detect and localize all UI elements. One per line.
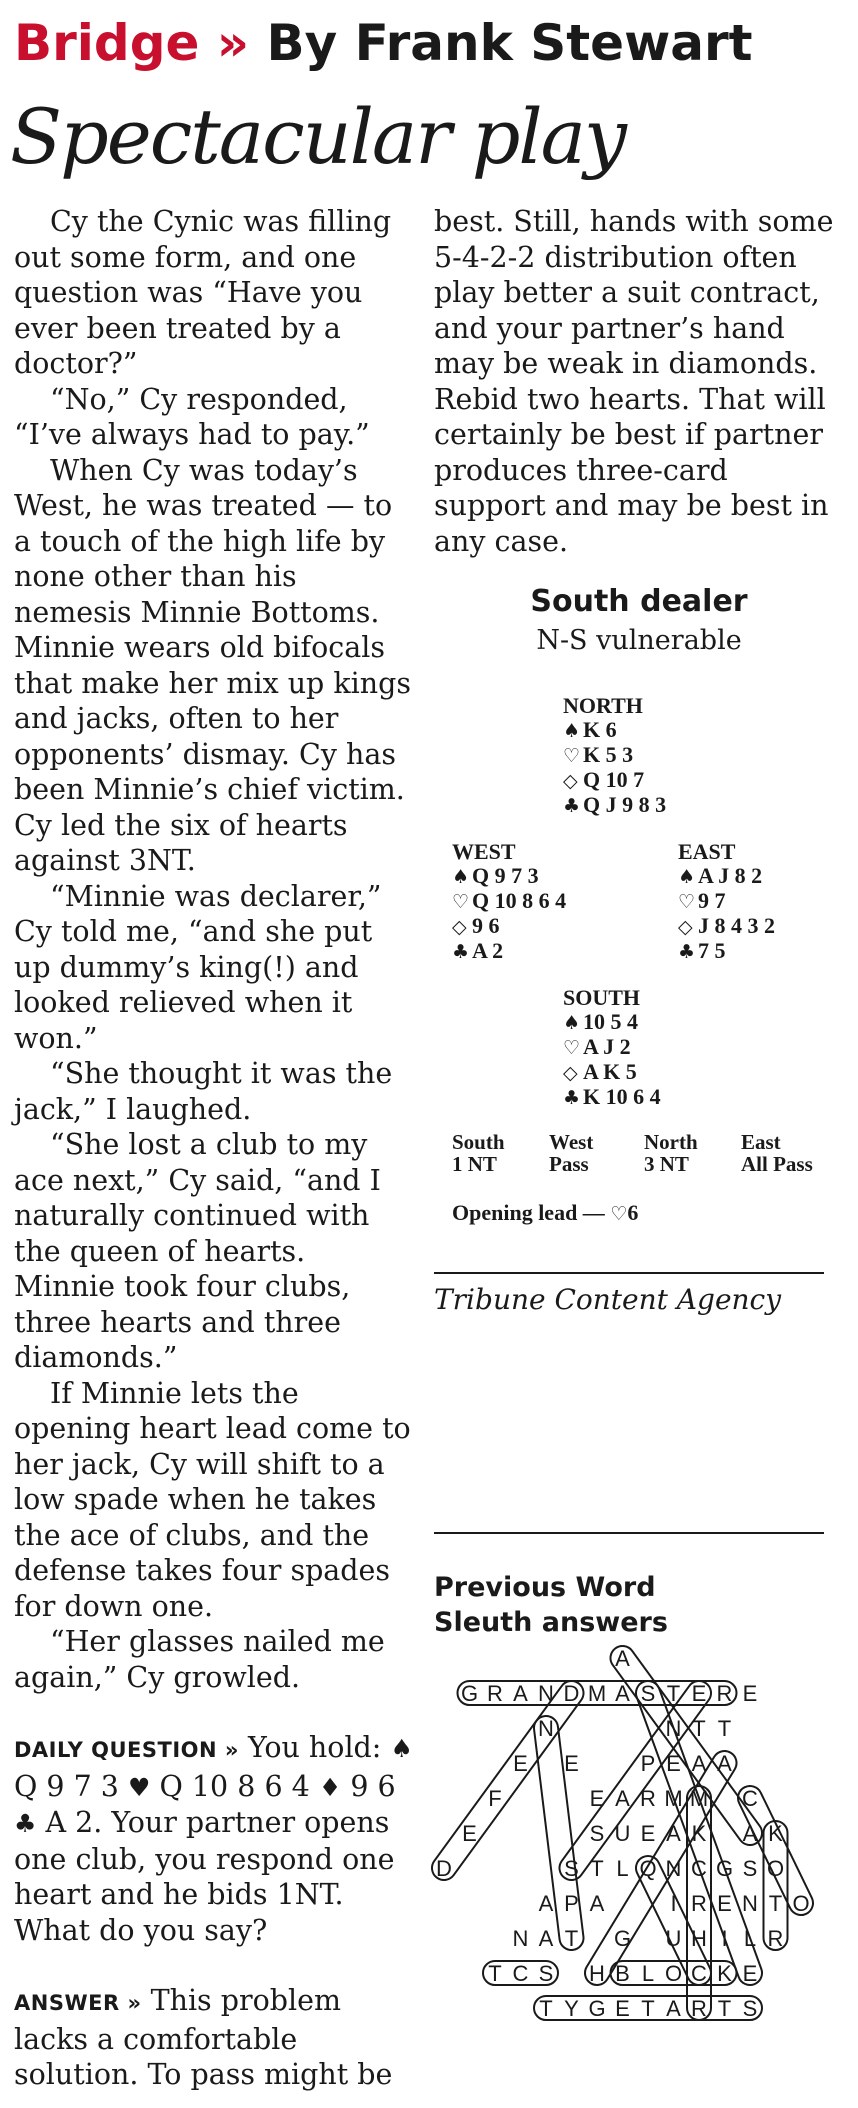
diamond-icon: ◇ — [678, 916, 693, 938]
divider — [434, 1272, 824, 1274]
heart-icon: ♡ — [563, 745, 581, 767]
paragraph: “She thought it was the jack,” I laughed. — [14, 1057, 393, 1126]
grid-letter: T — [692, 1716, 706, 1741]
grid-letter: A — [538, 1926, 554, 1951]
grid-letter: D — [563, 1681, 580, 1706]
grid-letter: E — [640, 1821, 656, 1846]
grid-letter: K — [717, 1961, 732, 1986]
grid-letter: P — [640, 1751, 656, 1776]
grid-letter: A — [589, 1891, 605, 1916]
hand-north: NORTH ♠ K 6 ♡ K 5 3 ◇ Q 10 7 ♣ Q J 9 8 3 — [563, 693, 667, 817]
grid-letter: N — [512, 1926, 529, 1951]
grid-letter: R — [716, 1681, 733, 1706]
dealer-label: South dealer — [530, 584, 748, 619]
grid-letter: E — [666, 1751, 681, 1776]
paragraph: “Minnie was declarer,” Cy told me, “and she put up dummy’s king(!) and looked relieved when it won.” — [14, 879, 382, 1055]
grid-letter: E — [615, 1996, 630, 2021]
spade-icon: ♠ — [452, 866, 470, 888]
divider — [434, 1532, 824, 1534]
spade-icon: ♠ — [563, 720, 581, 742]
grid-letter: S — [564, 1856, 579, 1881]
grid-letter: T — [717, 1716, 732, 1741]
diamond-icon: ◇ — [563, 770, 578, 792]
heart-icon: ♡ — [678, 891, 696, 913]
grid-letter: T — [564, 1926, 579, 1951]
club-icon: ♣ — [678, 941, 696, 963]
grid-letter: A — [615, 1786, 630, 1811]
grid-letter: U — [614, 1821, 631, 1846]
grid-letter: T — [641, 1996, 655, 2021]
paragraph: “She lost a club to my ace next,” Cy said, “and I naturally continued with the queen of hearts. Minnie took four clubs, three hearts and three diamonds.” — [14, 1128, 381, 1374]
club-icon: ♣ — [563, 795, 581, 817]
byline: By Frank Stewart — [266, 14, 753, 72]
grid-letter: E — [742, 1681, 758, 1706]
diamond-icon: ◇ — [563, 1062, 578, 1084]
grid-letter: S — [640, 1681, 656, 1706]
grid-letter: K — [768, 1821, 783, 1846]
grid-letter: A — [691, 1751, 707, 1776]
paragraph: “Her glasses nailed me again,” Cy growled. — [14, 1625, 385, 1694]
grid-letter: E — [691, 1681, 707, 1706]
grid-letter: K — [691, 1821, 707, 1846]
grid-letter: T — [488, 1961, 502, 1986]
grid-letter: M — [587, 1681, 607, 1706]
hand-west: WEST ♠ Q 9 7 3 ♡ Q 10 8 6 4 ◇ 9 6 ♣ A 2 — [452, 839, 567, 963]
paragraph: If Minnie lets the opening heart lead come to her jack, Cy will shift to a low spade when he takes the ace of clubs, and the defense takes four spades for down one. — [14, 1376, 411, 1623]
bid-south: South 1 NT — [452, 1130, 505, 1176]
grid-letter: S — [538, 1961, 554, 1986]
grid-letter: R — [640, 1786, 656, 1811]
heart-icon: ♡ — [563, 1037, 581, 1059]
club-icon: ♣ — [452, 941, 470, 963]
syndicate-credit: Tribune Content Agency — [434, 1283, 782, 1316]
section-name: Bridge » — [14, 14, 250, 72]
spade-icon: ♠ — [678, 866, 696, 888]
grid-letter: A — [538, 1891, 554, 1916]
left-column — [14, 204, 414, 2093]
grid-letter: I — [670, 1891, 677, 1916]
spade-icon: ♠ — [563, 1012, 581, 1034]
grid-letter: N — [538, 1716, 554, 1741]
word-sleuth-grid — [430, 1640, 830, 2102]
column-header — [14, 14, 753, 72]
grid-letter: A — [666, 1996, 681, 2021]
heart-icon: ♥ — [128, 1772, 151, 1802]
grid-letter: O — [792, 1891, 810, 1916]
hand-south: SOUTH ♠ 10 5 4 ♡ A J 2 ◇ A K 5 ♣ K 10 6 4 — [563, 985, 661, 1109]
grid-letter: D — [436, 1856, 452, 1881]
heart-icon: ♡ — [452, 891, 470, 913]
grid-letter: E — [742, 1961, 758, 1986]
grid-letter: N — [742, 1891, 758, 1916]
grid-letter: M — [689, 1786, 709, 1811]
grid-letter: U — [665, 1926, 682, 1951]
daily-question-label: DAILY QUESTION » — [14, 1738, 239, 1762]
grid-letter: C — [691, 1856, 707, 1881]
grid-letter: E — [589, 1786, 605, 1811]
grid-letter: G — [588, 1996, 606, 2021]
grid-letter: S — [589, 1821, 605, 1846]
grid-letter: R — [691, 1891, 707, 1916]
spade-icon: ♠ — [390, 1734, 413, 1763]
grid-letter: A — [666, 1821, 681, 1846]
grid-letter: H — [691, 1926, 707, 1951]
answer-label: ANSWER » — [14, 1991, 142, 2015]
daily-question: DAILY QUESTION » You hold: ♠ Q 9 7 3 ♥ Q 10 8 6 4 ♦ 9 6 ♣ A 2. Your partner opens one club, you respond one heart and he bids 1NT. What do you say? — [14, 1731, 413, 1947]
grid-letter: M — [664, 1786, 683, 1811]
grid-letter: L — [616, 1856, 629, 1881]
paragraph: “No,” Cy responded, “I’ve always had to pay.” — [14, 382, 370, 451]
grid-letter: N — [665, 1856, 682, 1881]
grid-letter: A — [615, 1681, 630, 1706]
bid-east: East All Pass — [741, 1130, 813, 1176]
right-column — [434, 204, 844, 559]
diamond-icon: ♦ — [318, 1772, 342, 1802]
grid-letter: G — [613, 1926, 632, 1951]
grid-letter: C — [742, 1786, 758, 1811]
club-icon: ♣ — [563, 1087, 581, 1109]
deal-info — [434, 582, 844, 660]
hand-east: EAST ♠ A J 8 2 ♡ 9 7 ◇ J 8 4 3 2 ♣ 7 5 — [678, 839, 775, 963]
bid-north: North 3 NT — [644, 1130, 698, 1176]
grid-letter: R — [487, 1681, 503, 1706]
grid-letter: T — [666, 1681, 681, 1706]
grid-letter: E — [462, 1821, 477, 1846]
headline: Spectacular play — [10, 92, 625, 181]
grid-letter: N — [538, 1681, 554, 1706]
grid-letter: G — [460, 1681, 479, 1706]
grid-letter: O — [766, 1856, 785, 1881]
grid-letter: T — [539, 1996, 553, 2021]
grid-letter: S — [742, 1996, 758, 2021]
grid-letter: E — [564, 1751, 579, 1776]
grid-letter: O — [664, 1961, 683, 1986]
grid-letter: T — [717, 1996, 732, 2021]
grid-letter: C — [512, 1961, 529, 1986]
grid-letter: T — [768, 1891, 783, 1916]
club-icon: ♣ — [14, 1809, 37, 1838]
grid-letter: F — [488, 1786, 502, 1811]
vulnerability-label: N-S vulnerable — [536, 625, 742, 656]
answer: ANSWER » This problem lacks a comfortable solution. To pass might be — [14, 1984, 393, 2091]
diamond-icon: ◇ — [452, 916, 467, 938]
grid-letter: T — [590, 1856, 604, 1881]
paragraph: When Cy was today’s West, he was treated — to a touch of the high life by none other than his nemesis Minnie Bottoms. Minnie wears old bifocals that make her mix up kings and jacks, often to her opponents’ dismay. Cy has been Minnie’s chief victim. Cy led the six of hearts against 3NT. — [14, 453, 411, 877]
grid-letter: L — [641, 1961, 655, 1986]
grid-letter: R — [691, 1996, 707, 2021]
grid-letter: R — [767, 1926, 784, 1951]
grid-letter: N — [665, 1716, 682, 1741]
heart-icon: ♡ — [610, 1203, 628, 1225]
grid-letter: A — [717, 1751, 732, 1776]
answer-continued: best. Still, hands with some 5-4-2-2 distribution often play better a suit contract, and your partner’s hand may be weak in diamonds. Rebid two hearts. That will certainly be best if partner produces three-card support and may be best in any case. — [434, 205, 834, 558]
opening-lead: Opening lead — ♡6 — [452, 1200, 639, 1225]
grid-letter: Y — [564, 1996, 579, 2021]
grid-letter: G — [715, 1856, 734, 1881]
grid-letter: A — [615, 1646, 630, 1671]
grid-letter: L — [743, 1926, 757, 1951]
grid-letter: C — [691, 1961, 707, 1986]
paragraph: Cy the Cynic was filling out some form, and one question was “Have you ever been treated by a doctor?” — [14, 205, 392, 380]
grid-letter: E — [717, 1891, 732, 1916]
grid-letter: P — [564, 1891, 579, 1916]
grid-letter: Q — [639, 1856, 657, 1881]
grid-letter: A — [742, 1821, 758, 1846]
grid-letter: S — [742, 1856, 758, 1881]
grid-letter: B — [615, 1961, 630, 1986]
bid-west: West Pass — [549, 1130, 594, 1176]
grid-letter: H — [589, 1961, 605, 1986]
grid-letter: E — [513, 1751, 528, 1776]
puzzle-title: Previous Word Sleuth answers — [434, 1572, 668, 1638]
grid-letter: A — [513, 1681, 528, 1706]
grid-letter: I — [721, 1926, 728, 1951]
